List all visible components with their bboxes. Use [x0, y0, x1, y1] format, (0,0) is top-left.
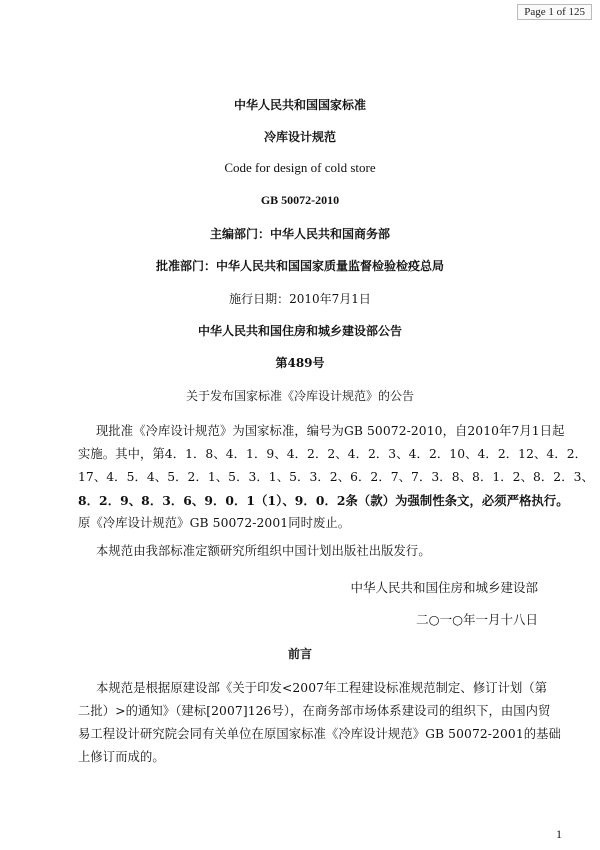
para-line: 现批准《冷库设计规范》为国家标准，编号为GB 50072-2010，自2010年7月1日起 [96, 424, 565, 438]
effective-date: 施行日期：2010年7月1日 [229, 292, 371, 306]
announcement-date: 二○一○年一月十八日 [416, 612, 538, 627]
preface-paragraph [78, 677, 561, 769]
para-line: 易工程设计研究院会同有关单位在原国家标准《冷库设计规范》GB 50072-2001的基础 [78, 727, 561, 741]
para-line: 本规范由我部标准定额研究所组织中国计划出版社出版发行。 [96, 544, 431, 558]
chief-editor: 主编部门：中华人民共和国商务部 [209, 227, 390, 241]
announcement-number: 第489号 [275, 356, 325, 370]
publication-paragraph [78, 540, 533, 563]
para-line: 原《冷库设计规范》GB 50072-2001同时废止。 [78, 516, 351, 530]
para-line: 实施。其中，第4．1．8、4．1．9、4．2．2、4．2．3、4．2．10、4．2．12、4．2． [78, 447, 588, 461]
para-line: 17、4．5．4、5．2．1、5．3．1、5．3．2、6．2．7、7．3．8、8．1．2、8．2．3、 [78, 470, 594, 484]
announcement-paragraph [78, 420, 594, 535]
standard-code: GB 50072-2010 [260, 193, 340, 207]
approval-department: 批准部门：中华人民共和国国家质量监督检验检疫总局 [155, 259, 444, 273]
announcement-issuer: 中华人民共和国住房和城乡建设部公告 [197, 324, 402, 338]
document-title-en: Code for design of cold store [224, 160, 376, 175]
national-standard-label: 中华人民共和国国家标准 [233, 98, 366, 112]
signature: 中华人民共和国住房和城乡建设部 [350, 580, 538, 595]
announcement-subject: 关于发布国家标准《冷库设计规范》的公告 [185, 389, 414, 403]
page-indicator: Page 1 of 125 [517, 4, 592, 20]
para-line: 二批）>的通知》（建标[2007]126号），在商务部市场体系建设司的组织下，由国内贸 [78, 704, 551, 718]
para-line: 上修订而成的。 [78, 750, 165, 764]
para-line: 8．2．9、8．3．6、9．0．1（1）、9．0．2条（款）为强制性条文，必须严格执行。 [78, 493, 569, 508]
document-title-cn: 冷库设计规范 [263, 130, 336, 144]
preface-heading: 前言 [287, 647, 312, 661]
page-number: 1 [556, 827, 562, 841]
para-line: 本规范是根据原建设部《关于印发<2007年工程建设标准规范制定、修订计划（第 [96, 681, 548, 695]
